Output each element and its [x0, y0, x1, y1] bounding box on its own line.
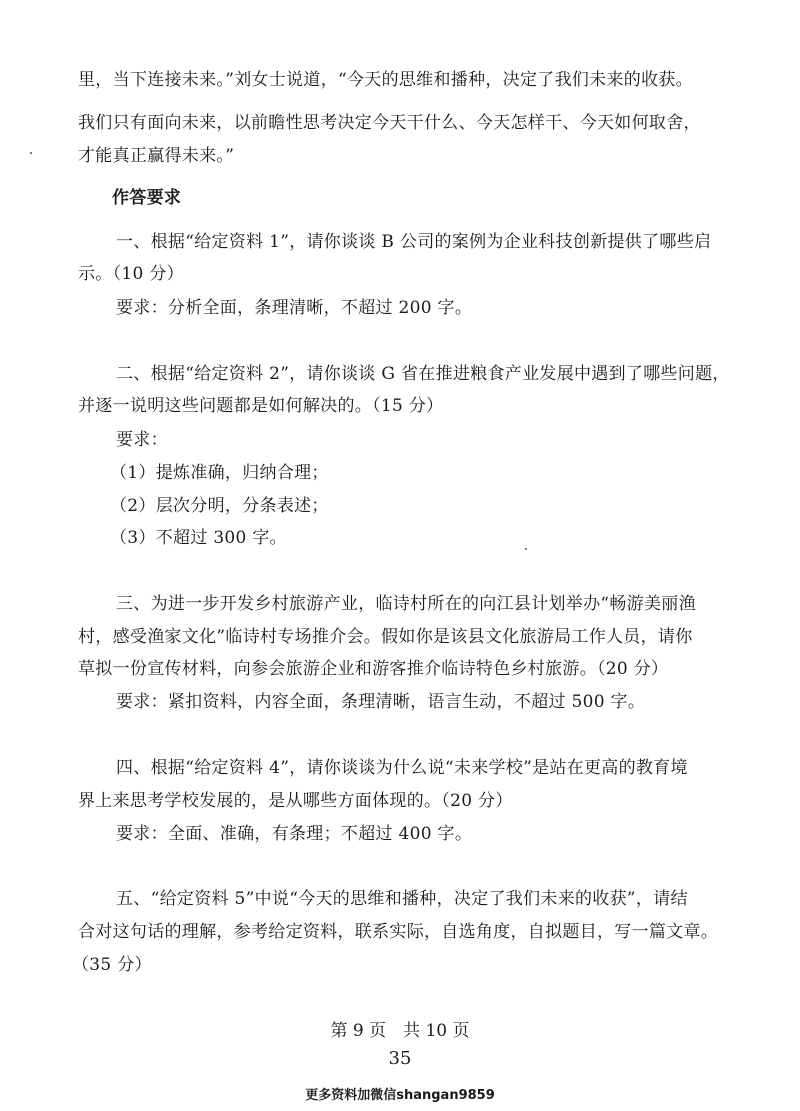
intro-line-2: 我们只有面向未来，以前瞻性思考决定今天干什么、今天怎样干、今天如何取舍， [78, 113, 701, 133]
q2-line-1: 二、根据“给定资料 2”，请你谈谈 G 省在推进粮食产业发展中遇到了哪些问题， [116, 364, 730, 384]
q3-requirement: 要求：紧扣资料，内容全面，条理清晰，语言生动，不超过 500 字。 [116, 692, 646, 712]
q3-line-2: 村，感受渔家文化”临诗村专场推介会。假如你是该县文化旅游局工作人员，请你 [78, 627, 693, 647]
q5-line-2: 合对这句话的理解，参考给定资料，联系实际，自选角度，自拟题目，写一篇文章。 [78, 922, 719, 942]
q1-line-2: 示。（10 分） [78, 264, 184, 284]
q3-line-1: 三、为进一步开发乡村旅游产业，临诗村所在的向江县计划举办“畅游美丽渔 [116, 594, 696, 614]
q4-line-2: 界上来思考学校发展的，是从哪些方面体现的。（20 分） [78, 791, 513, 811]
intro-line-1: 里，当下连接未来。”刘女士说道，“今天的思维和播种，决定了我们未来的收获。 [78, 70, 693, 90]
scan-speck [30, 152, 32, 154]
page-number: 35 [388, 1048, 412, 1069]
q1-line-1: 一、根据“给定资料 1”，请你谈谈 B 公司的案例为企业科技创新提供了哪些启 [116, 232, 712, 252]
q2-line-2: 并逐一说明这些问题都是如何解决的。（15 分） [78, 396, 444, 416]
q2-requirement-2: （2）层次分明，分条表述； [110, 496, 329, 516]
page-indicator: 第 9 页 共 10 页 [330, 1021, 470, 1041]
q4-requirement: 要求：全面、准确，有条理；不超过 400 字。 [116, 824, 473, 844]
scan-speck [525, 548, 527, 550]
q5-line-3: （35 分） [72, 955, 152, 975]
footer-note: 更多资料加微信shangan9859 [305, 1088, 495, 1103]
section-title: 作答要求 [112, 188, 182, 208]
q2-requirement-3: （3）不超过 300 字。 [110, 528, 287, 548]
q4-line-1: 四、根据“给定资料 4”，请你谈谈为什么说“未来学校”是站在更高的教育境 [116, 758, 688, 778]
q2-requirement-title: 要求： [116, 430, 168, 450]
q2-requirement-1: （1）提炼准确，归纳合理； [110, 463, 329, 483]
q3-line-3: 草拟一份宣传材料，向参会旅游企业和游客推介临诗特色乡村旅游。（20 分） [78, 659, 669, 679]
q1-requirement: 要求：分析全面，条理清晰，不超过 200 字。 [116, 298, 473, 318]
intro-line-3: 才能真正赢得未来。” [78, 146, 235, 166]
q5-line-1: 五、“给定资料 5”中说“今天的思维和播种，决定了我们未来的收获”，请结 [116, 889, 688, 909]
